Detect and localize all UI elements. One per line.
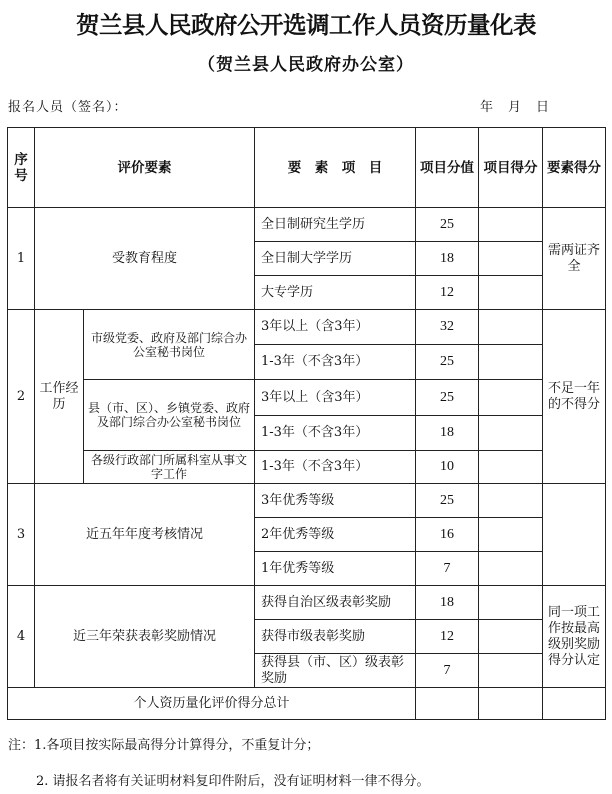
table-row bbox=[8, 586, 606, 620]
element-cell: 获得县（市、区）级表彰奖励 bbox=[255, 654, 416, 688]
element-cell: 1-3年（不含3年） bbox=[255, 416, 416, 451]
total-score-cell[interactable] bbox=[416, 688, 479, 720]
subgroup-cell: 市级党委、政府及部门综合办公室秘书岗位 bbox=[84, 310, 255, 380]
page-title: 贺兰县人民政府公开选调工作人员资历量化表 bbox=[76, 11, 536, 39]
earned-cell[interactable] bbox=[479, 451, 543, 484]
criteria-cell: 受教育程度 bbox=[35, 208, 255, 310]
score-cell: 10 bbox=[416, 451, 479, 484]
header-elements: 要 素 项 目 bbox=[255, 128, 416, 208]
table-row bbox=[8, 484, 606, 518]
date-label: 年 月 日 bbox=[479, 100, 550, 115]
earned-cell[interactable] bbox=[479, 654, 543, 688]
table-row bbox=[8, 310, 606, 345]
element-cell: 全日制大学学历 bbox=[255, 242, 416, 276]
earned-cell[interactable] bbox=[479, 586, 543, 620]
seq-cell: 3 bbox=[8, 484, 35, 586]
sign-label: 报名人员（签名）： bbox=[8, 100, 128, 115]
score-cell: 18 bbox=[416, 242, 479, 276]
element-cell: 3年以上（含3年） bbox=[255, 380, 416, 416]
earned-cell[interactable] bbox=[479, 208, 543, 242]
criteria-cell: 近五年年度考核情况 bbox=[35, 484, 255, 586]
earned-cell[interactable] bbox=[479, 242, 543, 276]
requirement-cell: 不足一年的不得分 bbox=[543, 310, 606, 484]
page-subtitle: （贺兰县人民政府办公室） bbox=[198, 55, 414, 75]
earned-cell[interactable] bbox=[479, 380, 543, 416]
score-cell: 32 bbox=[416, 310, 479, 345]
element-cell: 大专学历 bbox=[255, 276, 416, 310]
seq-cell: 1 bbox=[8, 208, 35, 310]
element-cell: 1-3年（不含3年） bbox=[255, 451, 416, 484]
table-row bbox=[8, 451, 606, 484]
criteria-cell: 近三年荣获表彰奖励情况 bbox=[35, 586, 255, 688]
score-cell: 7 bbox=[416, 654, 479, 688]
header-seq: 序号 bbox=[8, 128, 35, 208]
element-cell: 获得市级表彰奖励 bbox=[255, 620, 416, 654]
element-cell: 3年优秀等级 bbox=[255, 484, 416, 518]
seq-cell: 2 bbox=[8, 310, 35, 484]
score-cell: 25 bbox=[416, 380, 479, 416]
earned-cell[interactable] bbox=[479, 518, 543, 552]
header-score: 项目分值 bbox=[416, 128, 479, 208]
seq-cell: 4 bbox=[8, 586, 35, 688]
element-cell: 1-3年（不含3年） bbox=[255, 345, 416, 380]
header-earned: 项目得分 bbox=[479, 128, 543, 208]
score-cell: 16 bbox=[416, 518, 479, 552]
total-requirement-cell bbox=[543, 688, 606, 720]
score-cell: 12 bbox=[416, 620, 479, 654]
element-cell: 2年优秀等级 bbox=[255, 518, 416, 552]
requirement-cell: 同一项工作按最高级别奖励得分认定 bbox=[543, 586, 606, 688]
element-cell: 3年以上（含3年） bbox=[255, 310, 416, 345]
qualification-table bbox=[7, 127, 606, 720]
earned-cell[interactable] bbox=[479, 620, 543, 654]
earned-cell[interactable] bbox=[479, 310, 543, 345]
score-cell: 7 bbox=[416, 552, 479, 586]
score-cell: 12 bbox=[416, 276, 479, 310]
element-cell: 获得自治区级表彰奖励 bbox=[255, 586, 416, 620]
total-row bbox=[8, 688, 606, 720]
header-requirement: 要素得分 bbox=[543, 128, 606, 208]
earned-cell[interactable] bbox=[479, 416, 543, 451]
earned-cell[interactable] bbox=[479, 484, 543, 518]
score-cell: 25 bbox=[416, 484, 479, 518]
earned-cell[interactable] bbox=[479, 276, 543, 310]
requirement-cell: 需两证齐全 bbox=[543, 208, 606, 310]
earned-cell[interactable] bbox=[479, 345, 543, 380]
table-row bbox=[8, 208, 606, 242]
element-cell: 1年优秀等级 bbox=[255, 552, 416, 586]
note-1: 注：1.各项目按实际最高得分计算得分，不重复计分； bbox=[8, 738, 320, 753]
table-header-row bbox=[8, 128, 606, 208]
total-earned-cell[interactable] bbox=[479, 688, 543, 720]
score-cell: 25 bbox=[416, 345, 479, 380]
earned-cell[interactable] bbox=[479, 552, 543, 586]
criteria-cell: 工作经历 bbox=[35, 310, 84, 484]
table-row bbox=[8, 380, 606, 416]
header-criteria: 评价要素 bbox=[35, 128, 255, 208]
requirement-cell bbox=[543, 484, 606, 586]
score-cell: 18 bbox=[416, 586, 479, 620]
score-cell: 18 bbox=[416, 416, 479, 451]
score-cell: 25 bbox=[416, 208, 479, 242]
note-2: 2. 请报名者将有关证明材料复印件附后，没有证明材料一律不得分。 bbox=[36, 774, 430, 789]
subgroup-cell: 县（市、区）、乡镇党委、政府及部门综合办公室秘书岗位 bbox=[84, 380, 255, 451]
signature-line bbox=[8, 96, 604, 116]
element-cell: 全日制研究生学历 bbox=[255, 208, 416, 242]
total-label: 个人资历量化评价得分总计 bbox=[8, 688, 416, 720]
subgroup-cell: 各级行政部门所属科室从事文字工作 bbox=[84, 451, 255, 484]
